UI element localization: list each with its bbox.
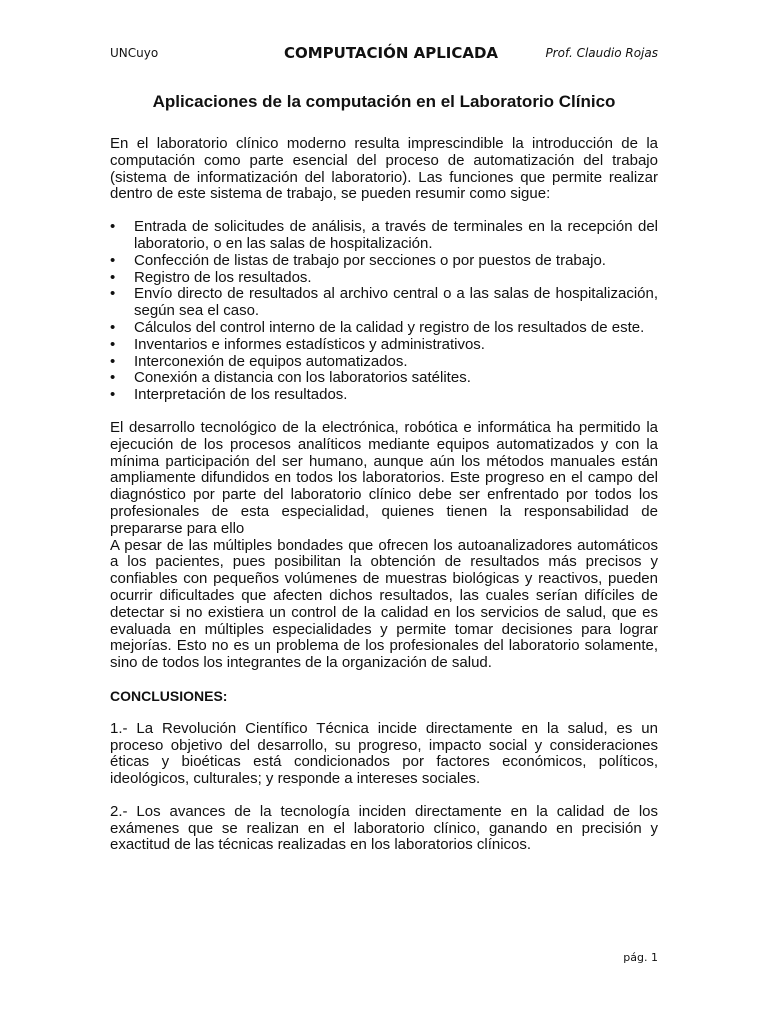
bullet-icon: •	[110, 352, 116, 370]
bullet-icon: •	[110, 318, 116, 336]
header-institution: UNCuyo	[110, 46, 159, 60]
list-item	[110, 320, 658, 337]
bullet-icon: •	[110, 335, 116, 353]
development-paragraph: El desarrollo tecnológico de la electrónica, robótica e informática ha permitido la ejecución de los procesos analíticos mediante equipos automatizados y con la mínima participación del ser humano, aunque aún los métodos manuales están ampliamente difundidos en todos los laboratorios. Este progreso en el campo del diagnóstico por parte del laboratorio clínico debe ser enfrentado por todos los profesionales de esta especialidad, quienes tienen la responsabilidad de prepararse para ello	[110, 418, 658, 537]
intro-paragraph: En el laboratorio clínico moderno resulta imprescindible la introducción de la computación como parte esencial del proceso de automatización del trabajo (sistema de informatización del laboratorio). Las funciones que permite realizar dentro de este sistema de trabajo, se pueden resumir como sigue:	[110, 135, 658, 203]
functions-list	[110, 219, 658, 404]
bullet-icon: •	[110, 285, 116, 303]
header-course-title: COMPUTACIÓN APLICADA	[283, 44, 499, 62]
conclusion-1: 1.- La Revolución Científico Técnica incide directamente en la salud, es un proceso objetivo del desarrollo, su progreso, impacto social y consideraciones éticas y bioéticas está condicionados por factores económicos, políticos, ideológicos, culturales; y responde a intereses sociales.	[110, 719, 658, 788]
list-item	[110, 270, 658, 287]
header-professor: Prof. Claudio Rojas	[545, 46, 658, 60]
bullet-icon: •	[110, 251, 116, 269]
bullet-icon: •	[110, 369, 116, 387]
document-body	[110, 92, 658, 854]
list-item-text: Envío directo de resultados al archivo central o a las salas de hospitalización, según sea el caso.	[134, 285, 658, 320]
list-item-text: Inventarios e informes estadísticos y administrativos.	[134, 335, 485, 353]
list-item	[110, 370, 658, 387]
list-item	[110, 337, 658, 354]
conclusions-heading: CONCLUSIONES:	[110, 687, 228, 704]
bullet-icon: •	[110, 268, 116, 286]
list-item-text: Conexión a distancia con los laboratorios satélites.	[134, 369, 471, 387]
autoanalyzers-paragraph: A pesar de las múltiples bondades que ofrecen los autoanalizadores automáticos a los pacientes, pues posibilitan la obtención de resultados más precisos y confiables con pequeños volúmenes de muestras biológicas y reactivos, pueden ocurrir dificultades que afecten dichos resultados, las cuales serían difíciles de detectar si no existiera un control de la calidad en los servicios de salud, que es evaluada en múltiples especialidades y permite tomar decisiones para lograr mejorías. Esto no es un problema de los profesionales del laboratorio solamente, sino de todos los integrantes de la organización de salud.	[110, 536, 658, 672]
list-item-text: Registro de los resultados.	[134, 268, 312, 286]
list-item-text: Entrada de solicitudes de análisis, a través de terminales en la recepción del laboratorio, o en las salas de hospitalización.	[134, 218, 658, 252]
page-header	[110, 44, 658, 64]
list-item	[110, 387, 658, 404]
bullet-icon: •	[110, 386, 116, 404]
list-item	[110, 286, 658, 320]
list-item	[110, 219, 658, 253]
page-number: pág. 1	[623, 951, 658, 964]
document-title: Aplicaciones de la computación en el Laboratorio Clínico	[152, 92, 616, 111]
conclusion-2: 2.- Los avances de la tecnología inciden directamente en la calidad de los exámenes que se realizan en el laboratorio clínico, ganando en precisión y exactitud de las técnicas realizadas en los laboratorios clínicos.	[110, 802, 658, 854]
list-item-text: Interpretación de los resultados.	[134, 386, 348, 404]
bullet-icon: •	[110, 218, 116, 236]
list-item	[110, 253, 658, 270]
list-item-text: Cálculos del control interno de la calidad y registro de los resultados de este.	[134, 318, 645, 336]
list-item-text: Interconexión de equipos automatizados.	[134, 352, 408, 370]
list-item	[110, 354, 658, 371]
list-item-text: Confección de listas de trabajo por secciones o por puestos de trabajo.	[134, 251, 606, 269]
